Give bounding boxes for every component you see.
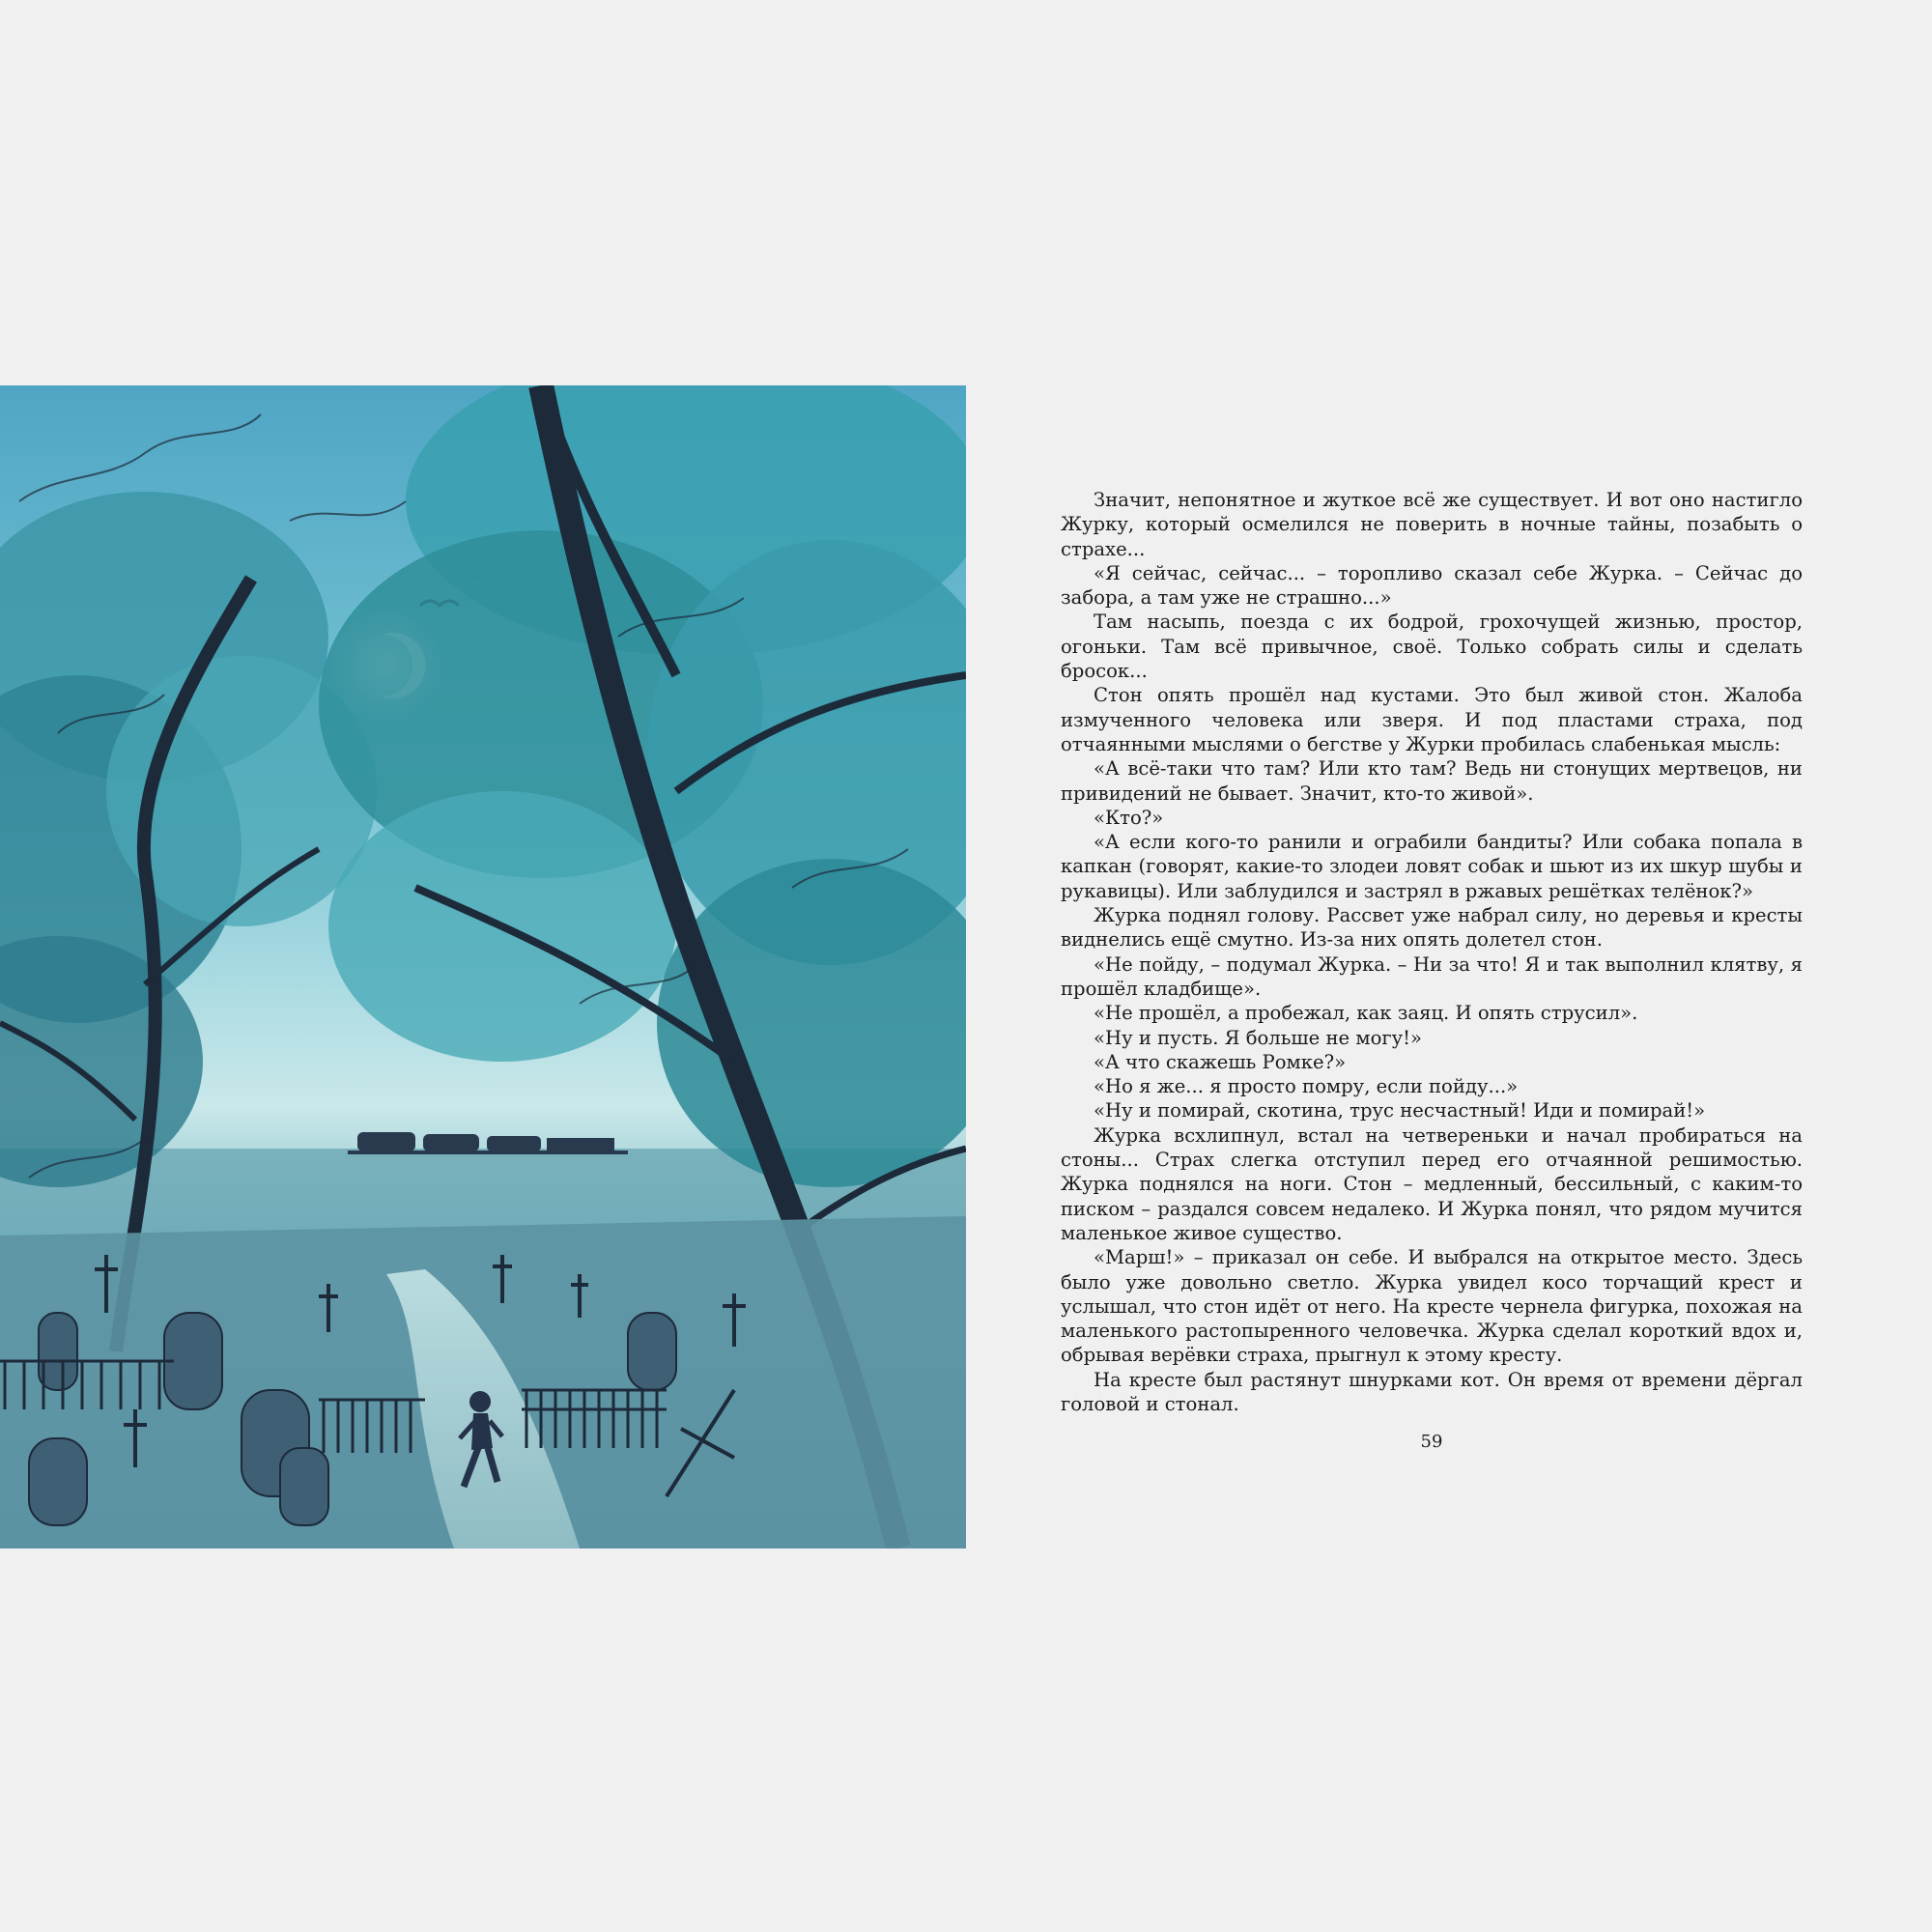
paragraph: Журка поднял голову. Рассвет уже набрал силу, но деревья и кресты виднелись ещё смутно. Из-за них опять долетел стон. [1061, 904, 1803, 952]
paragraph: «Ну и пусть. Я больше не могу!» [1094, 1026, 1423, 1049]
paragraph: «Ну и помирай, скотина, трус несчастный! Иди и помирай!» [1094, 1099, 1706, 1122]
paragraph: «Не прошёл, а пробежал, как заяц. И опять струсил». [1094, 1002, 1638, 1025]
paragraph: Журка всхлипнул, встал на четвереньки и начал пробираться на стоны... Страх слегка отступил перед его отчаянной решимостью. Журка поднялся на ноги. Стон – медленный, бессильный, с каким-то писком – раздался совсем недалеко. И Журка понял, что рядом мучится маленькое живое существо. [1061, 1123, 1803, 1244]
paragraph: «Я сейчас, сейчас... – торопливо сказал себе Журка. – Сейчас до забора, а там уже не страшно...» [1061, 561, 1803, 610]
paragraph: «Кто?» [1094, 806, 1164, 829]
paragraph: «Не пойду, – подумал Журка. – Ни за что! Я и так выполнил клятву, я прошёл кладбище». [1061, 952, 1803, 1000]
illustration-canvas [0, 385, 966, 1548]
paragraph: Там насыпь, поезда с их бодрой, грохочущей жизнью, простор, огоньки. Там всё привычное, своё. Только собрать силы и сделать бросок... [1061, 611, 1803, 683]
paragraph: «А всё-таки что там? Или кто там? Ведь ни стонущих мертвецов, ни привидений не бывает. Значит, кто-то живой». [1061, 757, 1803, 805]
illustration-night-cemetery [0, 385, 966, 1548]
paragraph: На кресте был растянут шнурками кот. Он время от времени дёргал головой и стонал. [1061, 1368, 1803, 1415]
paragraph: Стон опять прошёл над кустами. Это был живой стон. Жалоба измученного человека или зверя. И под пластами страха, под отчаянными мыслями о бегстве у Журки пробилась слабенькая мысль: [1061, 684, 1803, 755]
paragraph: «А если кого-то ранили и ограбили бандиты? Или собака попала в капкан (говорят, какие-то злодеи ловят собак и шьют из их шкур шубы и рукавицы). Или заблудился и застрял в ржавых решётках телёнок?» [1061, 831, 1803, 902]
paragraph: «Марш!» – приказал он себе. И выбрался на открытое место. Здесь было уже довольно светло. Журка увидел косо торчащий крест и услышал, что стон идёт от него. На кресте чернела фигурка, похожая на маленького растопыренного человечка. Журка сделал короткий вдох и, обрывая верёвки страха, прыгнул к этому кресту. [1061, 1246, 1803, 1367]
paragraph: «Но я же... я просто помру, если пойду...» [1094, 1075, 1519, 1098]
paragraph: Значит, непонятное и жуткое всё же существует. И вот оно настигло Журку, который осмелился не поверить в ночные тайны, позабыть о страхе... [1061, 489, 1803, 560]
paragraph: «А что скажешь Ромке?» [1094, 1050, 1347, 1073]
text-page [1061, 488, 1803, 1416]
page-number: 59 [1420, 1432, 1443, 1452]
